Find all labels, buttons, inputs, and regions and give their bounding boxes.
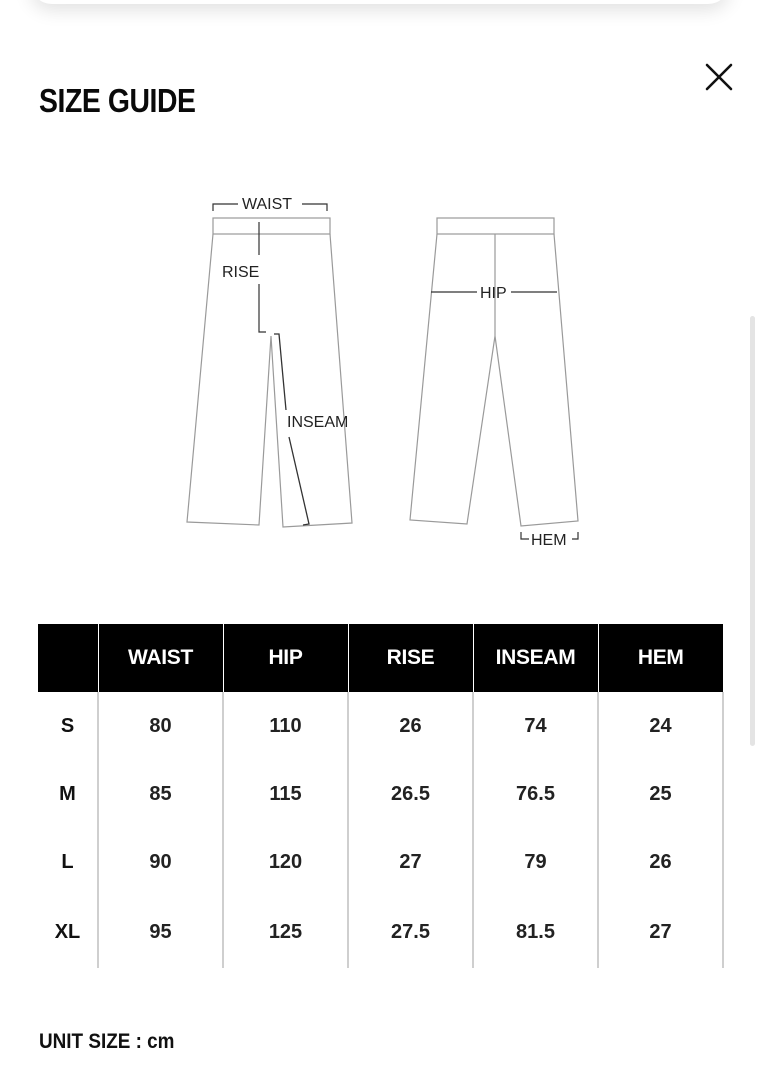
waist-value: 95 <box>98 896 223 968</box>
waist-value: 90 <box>98 828 223 896</box>
inseam-value: 81.5 <box>473 896 598 968</box>
table-row <box>38 692 723 760</box>
table-row <box>38 896 723 968</box>
front-view-pants <box>187 218 352 527</box>
size-label: XL <box>54 920 81 943</box>
header-waist: WAIST <box>98 624 223 692</box>
hem-value: 24 <box>598 692 723 760</box>
hem-value: 27 <box>598 896 723 968</box>
rise-value: 27 <box>348 828 473 896</box>
back-waistband <box>437 218 554 234</box>
header-inseam: INSEAM <box>473 624 598 692</box>
header-size <box>38 624 98 692</box>
size-label: M <box>59 782 76 805</box>
hip-value: 125 <box>223 896 348 968</box>
header-rise: RISE <box>348 624 473 692</box>
table-header-row <box>38 624 723 692</box>
hip-diagram-label: HIP <box>480 285 507 302</box>
header-hem: HEM <box>598 624 723 692</box>
back-view-pants <box>410 218 578 526</box>
hem-diagram-label: HEM <box>531 532 567 549</box>
hem-value: 26 <box>598 828 723 896</box>
size-label: S <box>60 714 75 737</box>
waist-value: 85 <box>98 760 223 828</box>
rise-value: 27.5 <box>348 896 473 968</box>
size-table-container <box>38 624 723 968</box>
back-pants-outline <box>410 234 578 526</box>
front-waistband <box>213 218 330 234</box>
page-title: SIZE GUIDE <box>39 82 196 119</box>
hip-value: 110 <box>223 692 348 760</box>
header-hip: HIP <box>223 624 348 692</box>
inseam-value: 79 <box>473 828 598 896</box>
waist-diagram-label: WAIST <box>242 196 293 213</box>
inseam-diagram-label: INSEAM <box>287 414 349 431</box>
size-label: L <box>61 850 74 873</box>
rise-measure-line <box>259 222 266 332</box>
hip-value: 115 <box>223 760 348 828</box>
table-row <box>38 828 723 896</box>
unit-size-note: UNIT SIZE : cm <box>39 1030 175 1053</box>
scrollbar[interactable] <box>750 316 755 746</box>
rise-diagram-label: RISE <box>222 264 260 281</box>
front-pants-outline <box>187 234 352 527</box>
table-row <box>38 760 723 828</box>
hip-value: 120 <box>223 828 348 896</box>
size-table <box>38 624 724 968</box>
rise-value: 26.5 <box>348 760 473 828</box>
rise-value: 26 <box>348 692 473 760</box>
inseam-value: 76.5 <box>473 760 598 828</box>
waist-value: 80 <box>98 692 223 760</box>
inseam-value: 74 <box>473 692 598 760</box>
hem-value: 25 <box>598 760 723 828</box>
